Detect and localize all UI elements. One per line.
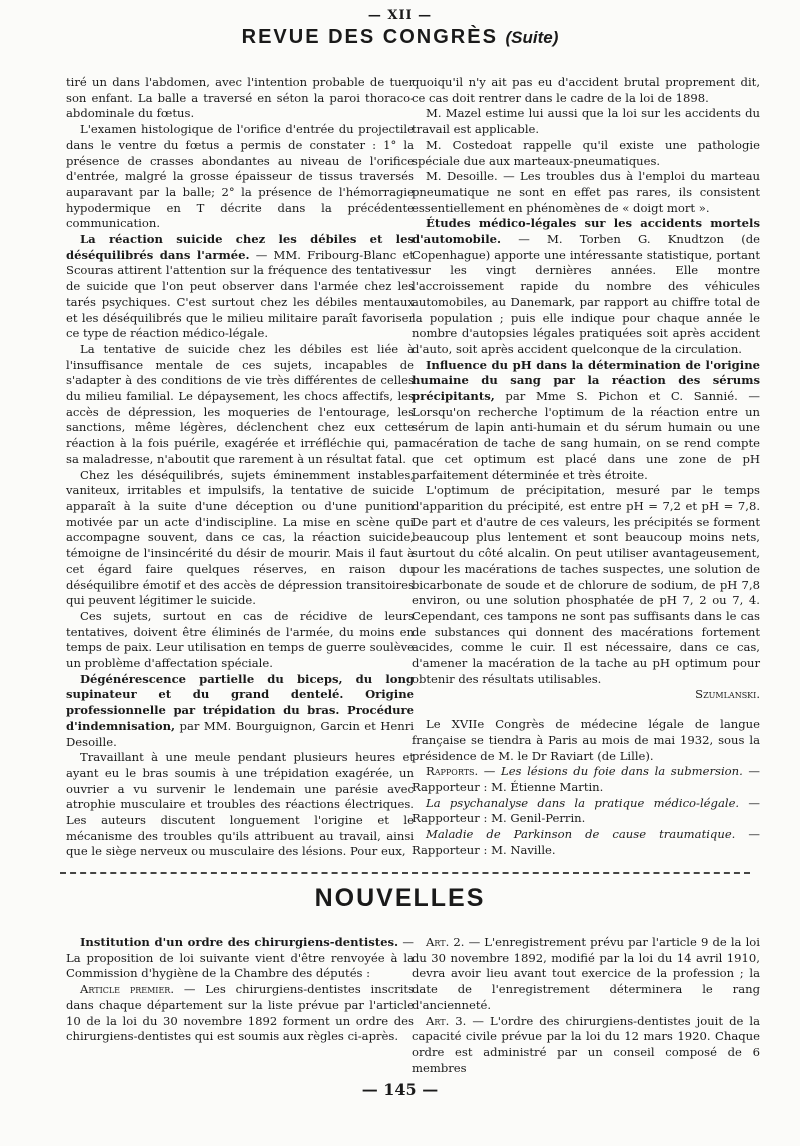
paragraph [412,1014,760,1077]
paragraph [66,232,414,342]
paragraph [412,935,760,1014]
report-rapporteur: — Rapporteur : M. Étienne Martin. [412,764,760,794]
article-label: Art. 3. [426,1013,467,1028]
paragraph [412,796,760,827]
section-divider [60,872,750,874]
page-number: — 145 — [361,1080,439,1099]
section-heading: La réaction suicide chez les débiles et les déséquilibrés dans l'armée. [66,232,414,262]
paragraph-text: — Les chirurgiens-dentistes inscrits dans chaque département sur la liste prévue par l'article 10 de la loi du 30 novembre 1892 forment un ordre des chirurgiens-dentistes qui est soumis aux règles ci-après. [66,982,415,1044]
section-heading: Institution d'un ordre des chirurgiens-dentistes. [80,935,399,949]
article-label: Art. 2. [426,935,465,949]
paragraph [66,935,414,982]
paragraph: Travaillant à une meule pendant plusieurs heures et ayant eu le bras soumis à une trépidation exagérée, un ouvrier a vu survenir le lendemain une parésie avec atrophie musculaire et troubles des réactions électriques. Les auteurs discutent longuement l'origine et le mécanisme des troubles qu'ils attribuent au travail, ainsi que le siège nerveux ou musculaire des lésions. Pour eux, [66,750,414,859]
paragraph: L'examen histologique de l'orifice d'entrée du projectile dans le ventre du fœtus a permis de constater : 1° la présence de crasses abondantes au niveau de l'orifice d'entrée, malgré la grosse épaisseur de tissus traversés auparavant par la balle; 2° la présence de l'hémorragie hypodermique en T décrite dans la précédente communication. [66,122,414,231]
paragraph: quoiqu'il n'y ait pas eu d'accident brutal proprement dit, ce cas doit rentrer dans le cadre de la loi de 1898. [412,75,760,105]
nouvelles-heading: NOUVELLES [314,884,486,912]
paragraph [412,216,760,357]
paragraph: Le XVIIe Congrès de médecine légale de langue française se tiendra à Paris au mois de mai 1932, sous la présidence de M. le Dr Raviart (de Lille). [412,717,760,763]
paragraph: L'optimum de précipitation, mesuré par le temps d'apparition du précipité, est entre pH = 7,2 et pH = 7,8. De part et d'autre de ces valeurs, les précipités se forment beaucoup plus lentement et sont beaucoup moins nets, surtout du côté alcalin. On peut utiliser avantageusement, pour les macérations de taches suspectes, une solution de bicarbonate de soude et de chlorure de sodium, de pH 7,8 environ, ou une solution phosphatée de pH 7, 2 ou 7, 4. Cependant, ces tampons ne sont pas suffisants dans le cas de substances qui donnent des macérations fortement acides, comme le cuir. Il est nécessaire, dans ce cas, d'amener la macération de la tache au pH optimum pour obtenir des résultats utilisables. [412,483,760,686]
report-rapporteur: — Rapporteur : M. Genil-Perrin. [412,795,760,826]
paragraph [412,827,760,858]
paragraph-text: par MM. Bourguignon, Garcin et Henri Desoille. [66,718,414,749]
paragraph-text: — La proposition de loi suivante vient d'être renvoyée à la Commission d'hygiène de la Chambre des députés : [66,935,415,981]
paragraph [412,358,760,484]
paragraph: tiré un dans l'abdomen, avec l'intention probable de tuer son enfant. La balle a traversé en séton la paroi thoraco-abdominale du fœtus. [66,75,414,121]
author-signature: Szumlanski. [695,687,760,702]
paragraph: M. Costedoat rappelle qu'il existe une pathologie spéciale due aux marteaux-pneumatiques. [412,137,760,168]
rapports-label: Rapports. [426,764,479,779]
report-title: Maladie de Parkinson de cause traumatique. [426,827,736,842]
paragraph [66,982,414,1045]
paragraph-text: — MM. Fribourg-Blanc et Scouras attirent l'attention sur la fréquence des tentatives de suicide que l'on peut observer dans l'armée chez les tarés psychiques. C'est surtout chez les débiles mentaux et les déséquilibrés que le milieu militaire paraît favoriser ce type de réaction médico-légale. [66,247,414,341]
paragraph: Ces sujets, surtout en cas de récidive de leurs tentatives, doivent être éliminés de l'armée, du moins en temps de paix. Leur utilisation en temps de guerre soulève un problème d'affectation spéciale. [66,608,414,671]
journal-title-text: REVUE DES CONGRÈS [241,26,498,48]
article-label: Article premier. [80,982,175,997]
report-rapporteur: — Rapporteur : M. Naville. [412,827,760,857]
report-title: — Les lésions du foie dans la submersion. [478,764,743,779]
paragraph [66,672,414,751]
right-column [412,75,760,858]
paragraph-text: — L'ordre des chirurgiens-dentistes jouit de la capacité civile prévue par la loi du 12 mars 1920. Chaque ordre est administré par un conseil composé de 6 membres [412,1013,761,1075]
section-heading: Dégénérescence partielle du biceps, du long supinateur et du grand dentelé. Origine professionnelle par trépidation du bras. Procédure d'indemnisation, [66,671,414,733]
section-heading: Études médico-légales sur les accidents mortels d'automobile. [412,216,760,247]
section-heading: Influence du pH dans la détermination de l'origine humaine du sang par la réaction des sérums précipitants, [412,357,760,404]
paragraph-text: par Mme S. Pichon et C. Sannié. — Lorsqu'on recherche l'optimum de la réaction entre un sérum de lapin anti-humain et du sérum humain ou une macération de tache de sang humain, on se rend compte que cet optimum est placé dans une zone de pH parfaitement déterminée et très étroite. [412,389,760,482]
paragraph: Chez les déséquilibrés, sujets éminemment instables, vaniteux, irritables et impulsifs, la tentative de suicide apparaît à la suite d'une déception ou d'une punition motivée par un acte d'indiscipline. La mise en scène qui accompagne souvent, dans ce cas, la réaction suicide, témoigne de l'insincérité du désir de mourir. Mais il faut à cet égard faire quelques réserves, en raison du déséquilibre émotif et des accès de dépression transitoires qui peuvent légitimer le suicide. [66,467,414,608]
journal-title [0,26,800,49]
left-column [66,75,414,860]
paragraph: M. Mazel estime lui aussi que la loi sur les accidents du travail est applicable. [412,106,760,137]
paragraph: M. Desoille. — Les troubles dus à l'emploi du marteau pneumatique ne sont en effet pas rares, ils consistent essentiellement en phénomènes de « doigt mort ». [412,169,760,215]
paragraph-text: — M. Torben G. Knudtzon (de Copenhague) apporte une intéressante statistique, portant sur les vingt dernières années. Elle montre l'accroissement rapide du nombre des véhicules automobiles, au Danemark, par rapport au chiffre total de la population ; puis elle indique pour chaque année le nombre d'autopsies légales pratiquées soit après accident d'auto, soit après accident quelconque de la circulation. [412,232,760,356]
page-number-roman: — XII — [367,8,433,23]
nouvelles-right-column [412,935,760,1076]
paragraph [412,764,760,795]
paragraph: La tentative de suicide chez les débiles est liée à l'insuffisance mentale de ces sujets, incapables de s'adapter à des conditions de vie très différentes de celles du milieu familial. Le dépaysement, les chocs affectifs, les accès de dépression, les moqueries de l'entourage, les sanctions, même légères, déclenchent chez eux cette réaction à la fois puérile, exagérée et irréfléchie qui, par sa maladresse, n'aboutit que rarement à un résultat fatal. [66,341,414,466]
journal-title-suite: (Suite) [505,28,559,47]
nouvelles-left-column [66,935,414,1045]
paragraph-text: — L'enregistrement prévu par l'article 9 de la loi du 30 novembre 1892, modifié par la loi du 14 avril 1910, devra avoir lieu avant tout exercice de la profession ; la date de l'enregistrement déterminera le rang d'ancienneté. [412,935,760,1012]
report-title: La psychanalyse dans la pratique médico-légale. [426,795,740,810]
